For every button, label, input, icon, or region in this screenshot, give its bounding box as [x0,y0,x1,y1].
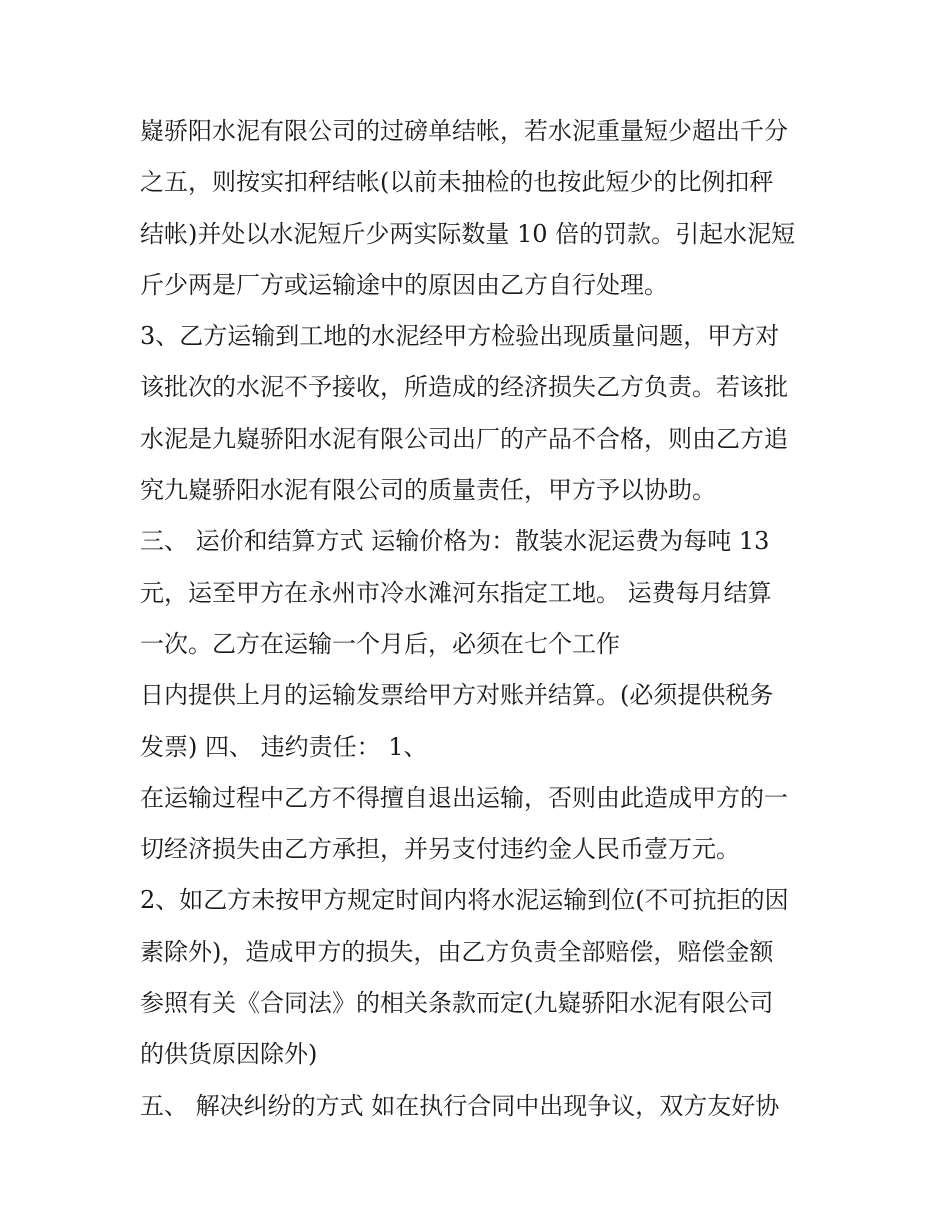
text-line: 切经济损失由乙方承担，并另支付违约金人民币壹万元。 [140,835,740,864]
text-line: 嶷骄阳水泥有限公司的过磅单结帐，若水泥重量短少超出千分 [140,117,788,145]
text-line: 一次。乙方在运输一个月后，必须在七个工作 [140,629,620,658]
text-line: 之五，则按实扣秤结帐(以前未抽检的也按此短少的比例扣秤 [140,168,774,197]
text-line: 发票) 四、 违约责任： 1、 [140,732,428,761]
text-line: 2、如乙方未按甲方规定时间内将水泥运输到位(不可抗拒的因 [140,886,789,915]
text-line: 斤少两是厂方或运输途中的原因由乙方自行处理。 [140,270,668,299]
text-line: 的供货原因除外) [140,1040,318,1069]
text-line: 水泥是九嶷骄阳水泥有限公司出厂的产品不合格，则由乙方追 [140,424,788,453]
text-line: 元，运至甲方在永州市冷水滩河东指定工地。 运费每月结算 [140,578,772,607]
text-line: 3、乙方运输到工地的水泥经甲方检验出现质量问题，甲方对 [140,322,780,351]
contract-body [140,106,840,1132]
text-line: 参照有关《合同法》的相关条款而定(九嶷骄阳水泥有限公司 [140,989,774,1018]
text-line: 结帐)并处以水泥短斤少两实际数量 10 倍的罚款。引起水泥短 [140,219,796,248]
text-line: 日内提供上月的运输发票给甲方对账并结算。(必须提供税务 [140,681,774,710]
text-line: 究九嶷骄阳水泥有限公司的质量责任，甲方予以协助。 [140,476,716,505]
text-line: 素除外)，造成甲方的损失，由乙方负责全部赔偿，赔偿金额 [140,937,774,966]
text-line: 在运输过程中乙方不得擅自退出运输，否则由此造成甲方的一 [140,783,788,812]
text-line: 三、 运价和结算方式 运输价格为：散装水泥运费为每吨 13 [140,527,770,556]
text-line: 五、 解决纠纷的方式 如在执行合同中出现争议，双方友好协 [140,1091,780,1120]
text-line: 该批次的水泥不予接收，所造成的经济损失乙方负责。若该批 [140,373,788,402]
